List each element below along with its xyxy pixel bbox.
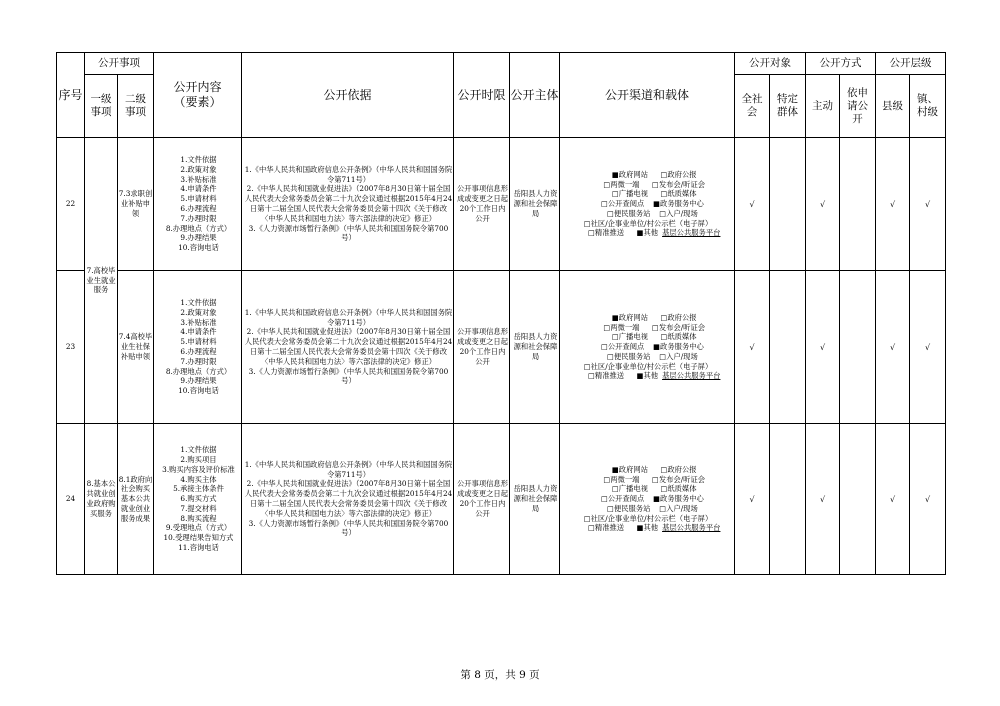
header-level1-text: 一级事项 bbox=[90, 93, 112, 118]
header-content bbox=[154, 53, 242, 138]
channel-option: □入户/现场 bbox=[659, 503, 698, 513]
row-channels bbox=[560, 138, 735, 271]
list-item: 2.《中华人民共和国就业促进法》（2007年8月30日第十届全国人民代表大会常务委员会第二十九次会议通过根据2015年4月24日第十二届全国人民代表大会常务委员会第十四次《关于修改〈中华人民共和国电力法〉等六部法律的决定》修正） bbox=[244, 184, 453, 223]
header-content-text: 公开内容（要素） bbox=[173, 80, 222, 109]
list-item: 9.办理结果 bbox=[180, 376, 217, 386]
row-time-limit: 公开事项信息形成或变更之日起20个工作日内公开 bbox=[454, 138, 510, 271]
table-row bbox=[57, 424, 946, 575]
header-target-group: 公开对象 bbox=[735, 53, 806, 75]
list-item: 6.办理流程 bbox=[180, 204, 217, 213]
channel-other-text: 基层公共服务平台 bbox=[662, 228, 721, 238]
row-target-specific bbox=[770, 138, 806, 271]
header-target-all-text: 全社会 bbox=[741, 93, 763, 118]
list-item: 10.咨询电话 bbox=[178, 386, 219, 396]
list-item: 5.承接主体条件 bbox=[173, 484, 224, 494]
list-item: 9.办理结果 bbox=[180, 233, 217, 243]
list-item: 7.办理时限 bbox=[180, 213, 217, 223]
channel-option: □政府公报 bbox=[660, 169, 697, 179]
header-method-apply-text: 依申请公开 bbox=[847, 86, 868, 125]
list-item: 9.受理地点（方式） bbox=[165, 523, 232, 533]
header-target-specific-text: 特定群体 bbox=[777, 93, 798, 118]
channel-line bbox=[562, 209, 734, 219]
row-method-active: √ bbox=[806, 138, 840, 271]
channel-option: □发布会/听证会 bbox=[651, 322, 706, 332]
row-target-specific bbox=[770, 271, 806, 424]
header-row-1 bbox=[57, 53, 946, 75]
row-level-county: √ bbox=[876, 138, 910, 271]
channel-line bbox=[562, 362, 734, 372]
list-item: 6.办理流程 bbox=[180, 347, 217, 356]
channel-option: □便民服务站 bbox=[607, 351, 651, 361]
list-item: 2.《中华人民共和国就业促进法》（2007年8月30日第十届全国人民代表大会常务委员会第二十九次会议通过根据2015年4月24日第十二届全国人民代表大会常务委员会第十四次《关于修改〈中华人民共和国电力法〉等六部法律的决定》修正） bbox=[244, 327, 453, 366]
list-item: 1.文件依据 bbox=[180, 155, 217, 165]
list-item: 1.《中华人民共和国政府信息公开条例》（中华人民共和国国务院令第711号） bbox=[244, 307, 453, 327]
header-level2 bbox=[118, 75, 154, 138]
channel-line bbox=[562, 189, 734, 199]
channel-line bbox=[562, 199, 734, 209]
list-item: 10.受理结果告知方式 bbox=[163, 533, 234, 543]
channel-option: □纸质媒体 bbox=[660, 484, 697, 494]
header-level-town-text: 镇、村级 bbox=[917, 93, 938, 118]
channel-option: ■政务服务中心 bbox=[653, 199, 704, 209]
list-item: 2.政策对象 bbox=[180, 164, 217, 174]
channel-line bbox=[562, 504, 734, 514]
channel-option: □政府公报 bbox=[660, 464, 697, 474]
row-channels bbox=[560, 424, 735, 575]
header-subject: 公开主体 bbox=[510, 53, 560, 138]
row-method-apply bbox=[840, 138, 876, 271]
row-subject: 岳阳县人力资源和社会保障局 bbox=[510, 424, 560, 575]
channel-option: □入户/现场 bbox=[659, 208, 698, 218]
channel-option: □纸质媒体 bbox=[660, 189, 697, 199]
row-level-county: √ bbox=[876, 424, 910, 575]
channel-line bbox=[562, 494, 734, 504]
channel-line bbox=[562, 219, 734, 229]
row-target-all: √ bbox=[735, 138, 770, 271]
row-method-active: √ bbox=[806, 271, 840, 424]
row-time-limit: 公开事项信息形成或变更之日起20个工作日内公开 bbox=[454, 271, 510, 424]
channel-option: ■其他 bbox=[636, 228, 659, 238]
channel-line bbox=[562, 371, 734, 381]
header-target-specific bbox=[770, 75, 806, 138]
header-level-county: 县级 bbox=[876, 75, 910, 138]
row-basis bbox=[242, 271, 454, 424]
channel-option: □精准推送 bbox=[588, 371, 625, 381]
channel-other-text: 基层公共服务平台 bbox=[662, 371, 721, 381]
channel-other-text: 基层公共服务平台 bbox=[662, 523, 721, 533]
row-level-town: √ bbox=[910, 424, 946, 575]
channel-option: □发布会/听证会 bbox=[651, 474, 706, 484]
channel-option: ■政府网站 bbox=[611, 464, 648, 474]
row-seq: 23 bbox=[57, 271, 85, 424]
header-basis: 公开依据 bbox=[242, 53, 454, 138]
channel-line bbox=[562, 332, 734, 342]
row-content bbox=[154, 424, 242, 575]
channel-option: □两微一端 bbox=[603, 179, 640, 189]
row-target-all: √ bbox=[735, 424, 770, 575]
channel-option: □两微一端 bbox=[603, 322, 640, 332]
header-item-group: 公开事项 bbox=[85, 53, 154, 75]
row-content bbox=[154, 271, 242, 424]
channel-option: ■政府网站 bbox=[611, 169, 648, 179]
channel-line bbox=[562, 313, 734, 323]
row-method-active: √ bbox=[806, 424, 840, 575]
header-method-active: 主动 bbox=[806, 75, 840, 138]
channel-option: ■政府网站 bbox=[611, 312, 648, 322]
channel-line bbox=[562, 180, 734, 190]
list-item: 5.申请材料 bbox=[180, 194, 217, 204]
list-item: 7.办理时限 bbox=[180, 356, 217, 366]
channel-option: □公开查阅点 bbox=[600, 199, 645, 209]
list-item: 4.申请条件 bbox=[180, 184, 217, 194]
list-item: 1.《中华人民共和国政府信息公开条例》（中华人民共和国国务院令第711号） bbox=[244, 459, 453, 479]
channel-option: □社区/企事业单位/村公示栏（电子屏） bbox=[583, 513, 713, 523]
channel-line bbox=[562, 475, 734, 485]
row-level2: 7.3求职创业补贴申领 bbox=[118, 138, 154, 271]
channel-option: ■政务服务中心 bbox=[653, 342, 704, 352]
row-level2: 7.4高校毕业生社保补贴申领 bbox=[118, 271, 154, 424]
list-item: 1.文件依据 bbox=[180, 298, 217, 308]
list-item: 3.《人力资源市场暂行条例》（中华人民共和国国务院令第700号） bbox=[248, 518, 449, 538]
channel-option: □精准推送 bbox=[588, 228, 625, 238]
channel-line bbox=[562, 465, 734, 475]
list-item: 8.购买流程 bbox=[180, 513, 217, 523]
row-time-limit: 公开事项信息形成或变更之日起20个工作日内公开 bbox=[454, 424, 510, 575]
list-item: 1.《中华人民共和国政府信息公开条例》（中华人民共和国国务院令第711号） bbox=[244, 164, 453, 184]
row-basis bbox=[242, 138, 454, 271]
channel-option: □便民服务站 bbox=[607, 503, 651, 513]
row-target-specific bbox=[770, 424, 806, 575]
header-level2-text: 二级事项 bbox=[125, 93, 146, 118]
channel-option: □发布会/听证会 bbox=[651, 179, 706, 189]
page-footer: 第 8 页，共 9 页 bbox=[460, 669, 540, 681]
list-item: 5.申请材料 bbox=[180, 337, 217, 347]
row-method-apply bbox=[840, 271, 876, 424]
channel-line bbox=[562, 342, 734, 352]
list-item: 11.咨询电话 bbox=[178, 543, 219, 553]
channel-option: □精准推送 bbox=[588, 523, 625, 533]
channel-option: □政府公报 bbox=[660, 312, 697, 322]
row-seq: 22 bbox=[57, 138, 85, 271]
header-seq: 序号 bbox=[57, 53, 85, 138]
header-level-town bbox=[910, 75, 946, 138]
list-item: 3.补贴标准 bbox=[180, 174, 217, 184]
channel-option: ■其他 bbox=[636, 371, 659, 381]
table-row bbox=[57, 138, 946, 271]
list-item: 3.《人力资源市场暂行条例》（中华人民共和国国务院令第700号） bbox=[248, 366, 449, 386]
header-time-limit: 公开时限 bbox=[454, 53, 510, 138]
list-item: 2.购买项目 bbox=[180, 454, 217, 464]
list-item: 4.购买主体 bbox=[180, 474, 217, 484]
row-level2: 8.1政府向社会购买基本公共就业创业服务成果 bbox=[118, 424, 154, 575]
channel-option: □广播电视 bbox=[611, 332, 648, 342]
list-item: 2.《中华人民共和国就业促进法》（2007年8月30日第十届全国人民代表大会常务委员会第二十九次会议通过根据2015年4月24日第十二届全国人民代表大会常务委员会第十四次《关于修改〈中华人民共和国电力法〉等六部法律的决定》修正） bbox=[244, 479, 453, 518]
row-basis bbox=[242, 424, 454, 575]
row-target-all: √ bbox=[735, 271, 770, 424]
channel-line bbox=[562, 484, 734, 494]
header-channel: 公开渠道和载体 bbox=[560, 53, 735, 138]
channel-option: □社区/企事业单位/村公示栏（电子屏） bbox=[583, 218, 713, 228]
row-seq: 24 bbox=[57, 424, 85, 575]
channel-option: □广播电视 bbox=[611, 189, 648, 199]
list-item: 8.办理地点（方式） bbox=[165, 223, 232, 233]
table-row bbox=[57, 271, 946, 424]
list-item: 3.补贴标准 bbox=[180, 317, 217, 327]
header-method-apply bbox=[840, 75, 876, 138]
list-item: 8.办理地点（方式） bbox=[165, 366, 232, 376]
header-level-group: 公开层级 bbox=[876, 53, 946, 75]
channel-line bbox=[562, 352, 734, 362]
channel-option: ■政务服务中心 bbox=[653, 494, 704, 504]
list-item: 2.政策对象 bbox=[180, 307, 217, 317]
channel-option: □便民服务站 bbox=[607, 208, 651, 218]
row-level-county: √ bbox=[876, 271, 910, 424]
channel-option: □两微一端 bbox=[603, 474, 640, 484]
row-level-town: √ bbox=[910, 138, 946, 271]
row-channels bbox=[560, 271, 735, 424]
channel-option: □广播电视 bbox=[611, 484, 648, 494]
row-content bbox=[154, 138, 242, 271]
channel-line bbox=[562, 170, 734, 180]
header-target-all bbox=[735, 75, 770, 138]
channel-line bbox=[562, 523, 734, 533]
channel-option: □公开查阅点 bbox=[600, 494, 645, 504]
channel-option: ■其他 bbox=[636, 523, 659, 533]
list-item: 4.申请条件 bbox=[180, 327, 217, 337]
list-item: 7.提交材料 bbox=[180, 503, 217, 513]
row-subject: 岳阳县人力资源和社会保障局 bbox=[510, 138, 560, 271]
row-level1: 8.基本公共就业创业政府购买服务 bbox=[85, 424, 118, 575]
row-subject: 岳阳县人力资源和社会保障局 bbox=[510, 271, 560, 424]
channel-option: □社区/企事业单位/村公示栏（电子屏） bbox=[583, 361, 713, 371]
list-item: 1.文件依据 bbox=[180, 445, 217, 455]
list-item: 10.咨询电话 bbox=[178, 243, 219, 253]
channel-option: □入户/现场 bbox=[659, 351, 698, 361]
channel-line bbox=[562, 323, 734, 333]
row-method-apply bbox=[840, 424, 876, 575]
row-level-town: √ bbox=[910, 271, 946, 424]
header-method-group: 公开方式 bbox=[806, 53, 876, 75]
list-item: 3.购买内容及评价标准 bbox=[162, 464, 235, 474]
channel-option: □公开查阅点 bbox=[600, 342, 645, 352]
channel-line bbox=[562, 514, 734, 524]
list-item: 3.《人力资源市场暂行条例》（中华人民共和国国务院令第700号） bbox=[248, 223, 449, 243]
channel-line bbox=[562, 228, 734, 238]
list-item: 6.购买方式 bbox=[180, 494, 217, 504]
channel-option: □纸质媒体 bbox=[660, 332, 697, 342]
header-level1 bbox=[85, 75, 118, 138]
row-level1: 7.高校毕业生就业服务 bbox=[85, 138, 118, 424]
disclosure-table bbox=[56, 52, 946, 575]
